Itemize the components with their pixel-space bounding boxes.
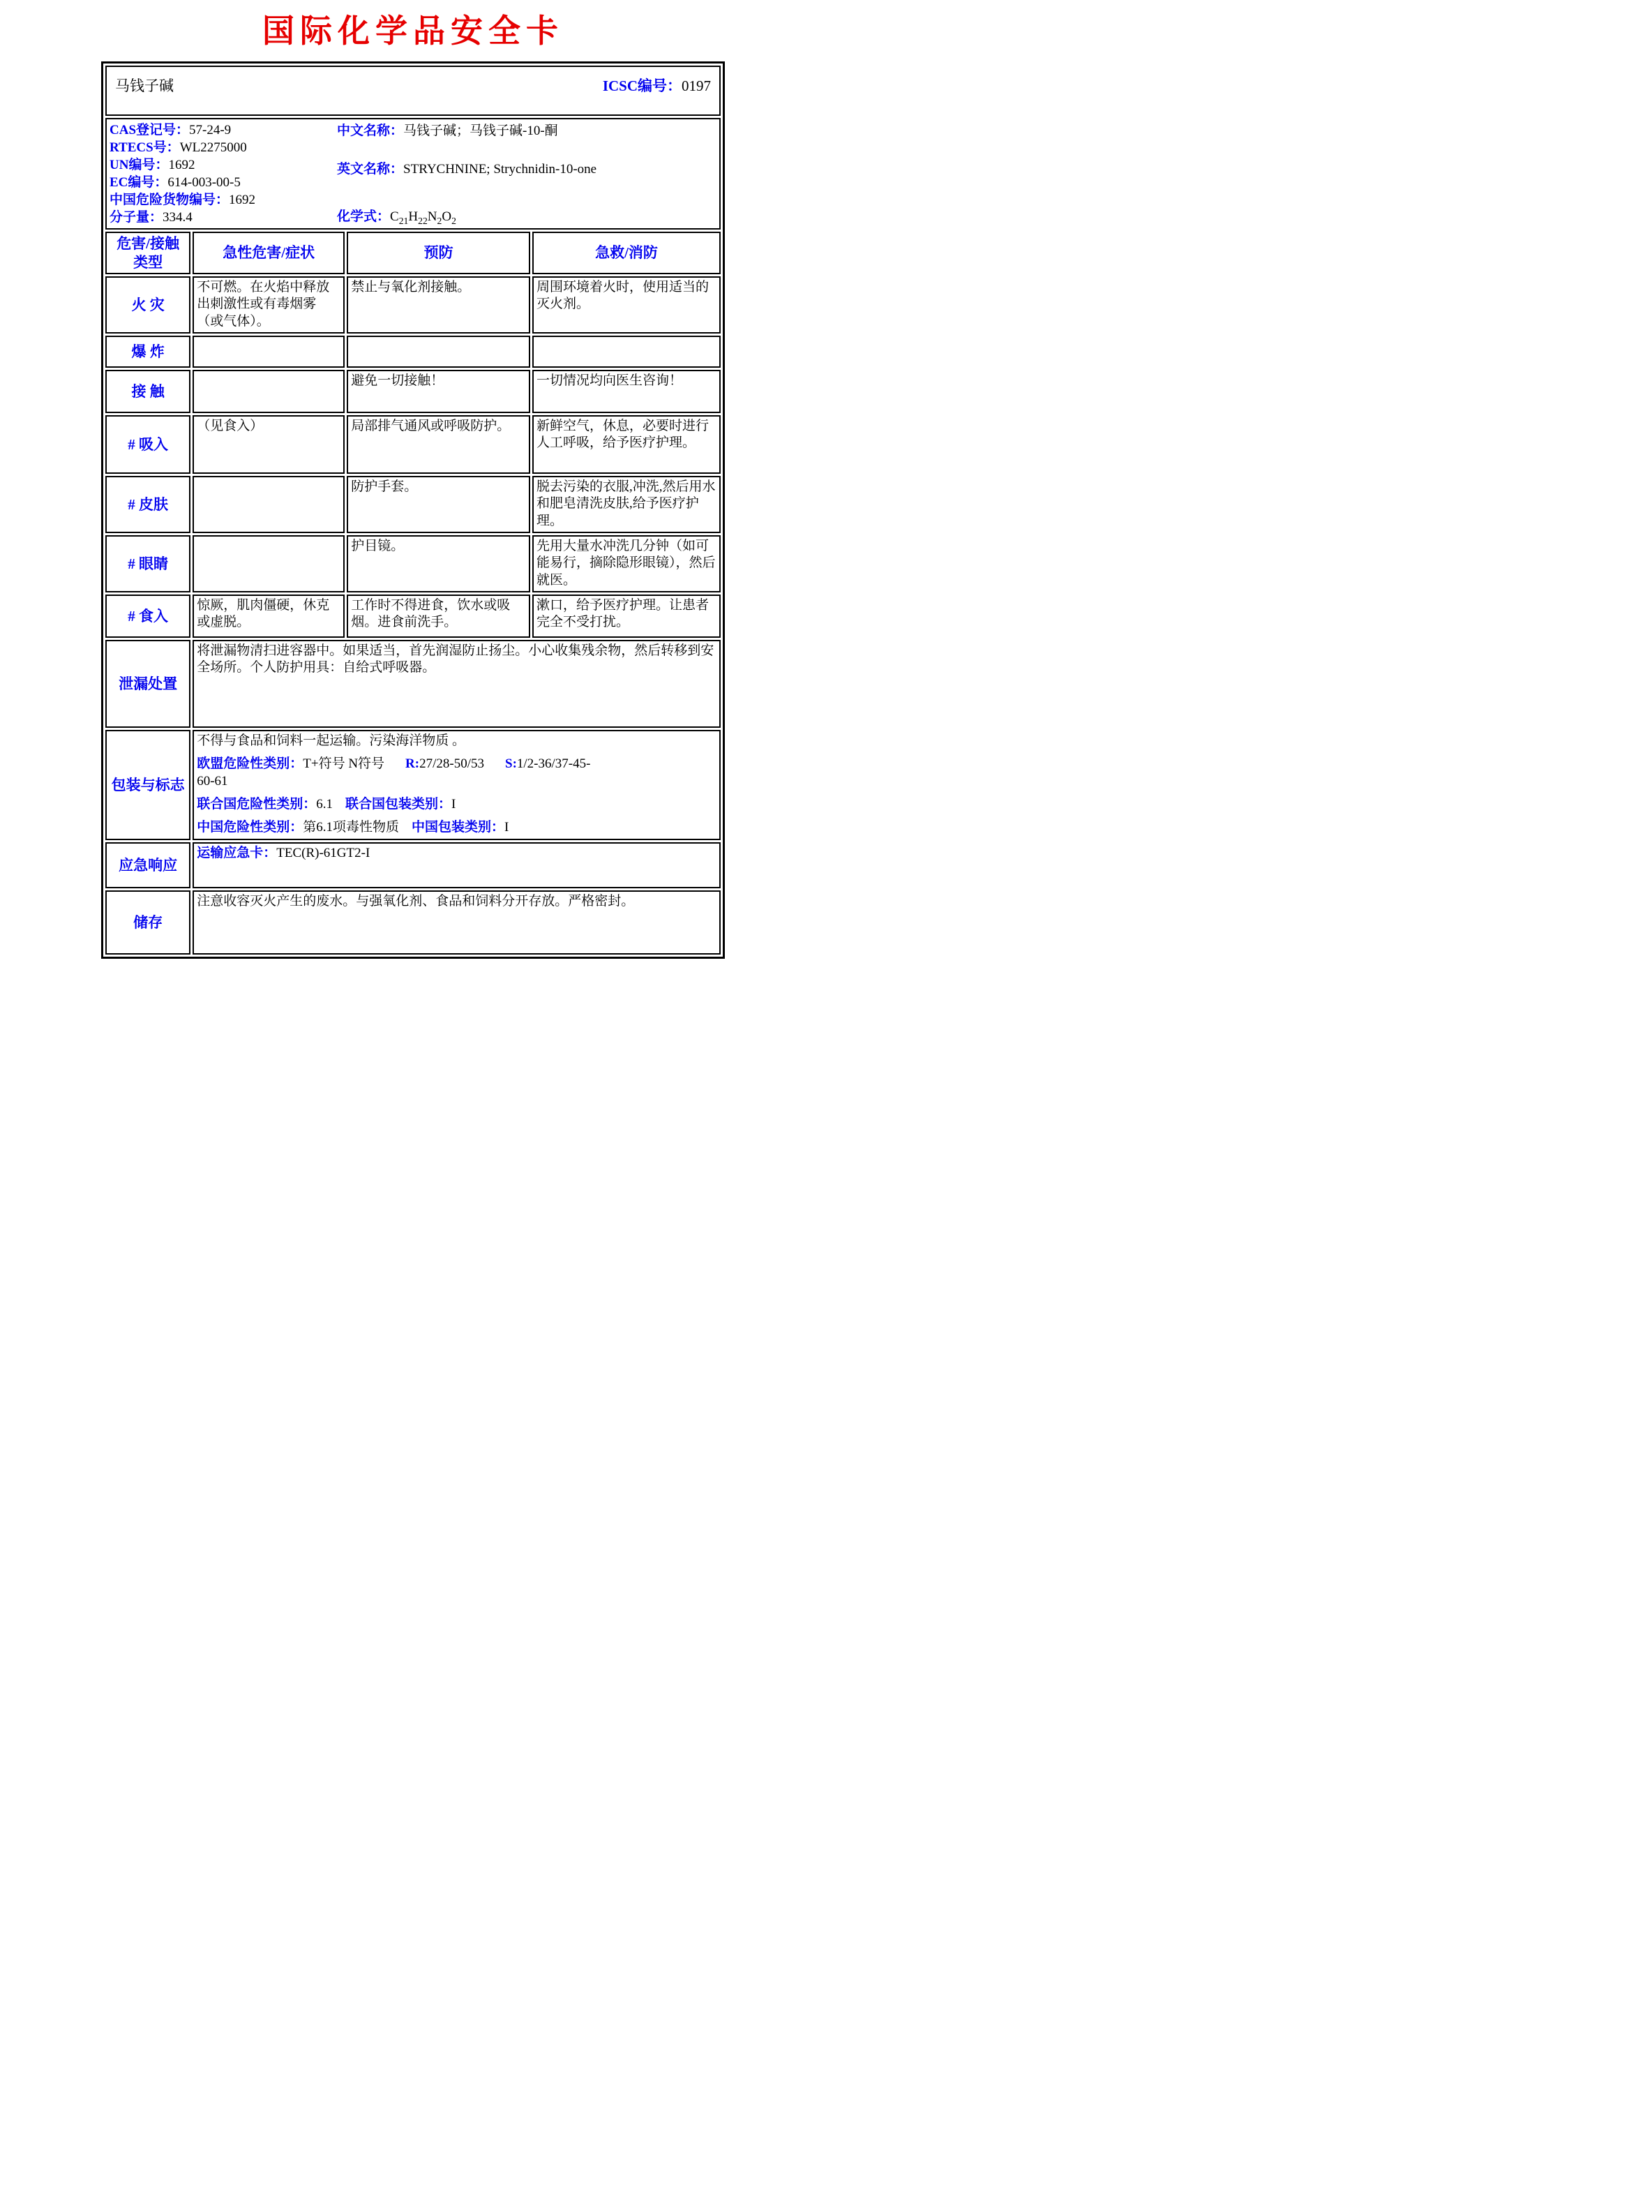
contact-firstaid: 一切情况均向医生咨询！ — [532, 370, 721, 413]
transport-emergency-card-label: 运输应急卡： — [197, 846, 277, 861]
molecular-weight-line: 分子量：334.4 — [110, 210, 193, 225]
explosion-symptoms — [193, 336, 345, 368]
row-label-contact: 接 触 — [105, 370, 190, 413]
inhalation-prevention: 局部排气通风或呼吸防护。 — [347, 415, 530, 474]
row-label-storage: 储存 — [105, 890, 190, 955]
identifiers-cell — [105, 118, 721, 230]
skin-symptoms — [193, 476, 345, 533]
icsc-number-label: ICSC编号： — [602, 77, 682, 94]
transport-emergency-card-value: TEC(R)-61GT2-I — [276, 846, 370, 861]
substance-name: 马钱子碱 — [115, 77, 174, 94]
chemical-formula: $C_{21}H_{22}N_2O_2$ — [390, 209, 456, 226]
icsc-number-value: 0197 — [682, 77, 711, 94]
row-label-packaging: 包装与标志 — [105, 730, 190, 840]
emergency-response-content — [193, 842, 721, 888]
column-header-hazard-type: 危害/接触 类型 — [105, 232, 190, 274]
inhalation-firstaid: 新鲜空气，休息，必要时进行人工呼吸，给予医疗护理。 — [532, 415, 721, 474]
fire-prevention: 禁止与氧化剂接触。 — [347, 276, 530, 334]
row-label-spill-disposal: 泄漏处置 — [105, 640, 190, 728]
column-header-symptoms: 急性危害/症状 — [193, 232, 345, 274]
icsc-number — [603, 77, 711, 96]
row-label-fire: 火 灾 — [105, 276, 190, 334]
eyes-firstaid: 先用大量水冲洗几分钟（如可能易行，摘除隐形眼镜），然后就医。 — [532, 535, 721, 592]
ingestion-firstaid: 漱口，给予医疗护理。让患者完全不受打扰。 — [532, 595, 721, 638]
chemical-formula-line: 化学式：$C_{21}H_{22}N_2O_2$ — [337, 209, 456, 226]
fire-symptoms: 不可燃。在火焰中释放出刺激性或有毒烟雾（或气体）。 — [193, 276, 345, 334]
column-header-prevention: 预防 — [347, 232, 530, 274]
contact-prevention: 避免一切接触！ — [347, 370, 530, 413]
ingestion-prevention: 工作时不得进食，饮水或吸烟。进食前洗手。 — [347, 595, 530, 638]
chinese-name-line: 中文名称：马钱子碱；马钱子碱-10-酮 — [337, 124, 558, 138]
contact-symptoms — [193, 370, 345, 413]
rtecs-number-line: RTECS号：WL2275000 — [110, 140, 247, 155]
row-label-explosion: 爆 炸 — [105, 336, 190, 368]
row-label-skin: # 皮肤 — [105, 476, 190, 533]
cas-number-line: CAS登记号：57-24-9 — [110, 123, 232, 137]
packaging-transport-note: 不得与食品和饲料一起运输。污染海洋物质 。 — [197, 733, 465, 749]
ingestion-symptoms: 惊厥，肌肉僵硬，休克或虚脱。 — [193, 595, 345, 638]
storage-text: 注意收容灭火产生的废水。与强氧化剂、食品和饲料分开存放。严格密封。 — [193, 890, 721, 955]
name-header-cell — [105, 66, 721, 116]
column-header-firstaid: 急救/消防 — [532, 232, 721, 274]
spill-disposal-text: 将泄漏物清扫进容器中。如果适当，首先润湿防止扬尘。小心收集残余物，然后转移到安全场所。个人防护用具：自给式呼吸器。 — [193, 640, 721, 728]
ec-number-line: EC编号：614-003-00-5 — [110, 175, 241, 190]
packaging-s-continuation: 60-61 — [197, 773, 228, 789]
row-label-emergency-response: 应急响应 — [105, 842, 190, 888]
packaging-un-classification: 联合国危险性类别：6.1 联合国包装类别：I — [197, 796, 456, 812]
english-name-line: 英文名称：STRYCHNINE; Strychnidin-10-one — [337, 162, 597, 177]
icsc-card-table — [101, 61, 725, 959]
fire-firstaid: 周围环境着火时，使用适当的灭火剂。 — [532, 276, 721, 334]
explosion-firstaid — [532, 336, 721, 368]
eyes-symptoms — [193, 535, 345, 592]
row-label-inhalation: # 吸入 — [105, 415, 190, 474]
eyes-prevention: 护目镜。 — [347, 535, 530, 592]
packaging-china-classification: 中国危险性类别：第6.1项毒性物质 中国包装类别：I — [197, 819, 509, 835]
un-number-line: UN编号：1692 — [110, 158, 195, 172]
row-label-eyes: # 眼睛 — [105, 535, 190, 592]
china-dg-number-line: 中国危险货物编号：1692 — [110, 193, 256, 207]
row-label-ingestion: # 食入 — [105, 595, 190, 638]
inhalation-symptoms: （见食入） — [193, 415, 345, 474]
explosion-prevention — [347, 336, 530, 368]
skin-firstaid: 脱去污染的衣服,冲洗,然后用水和肥皂清洗皮肤,给予医疗护理。 — [532, 476, 721, 533]
page-title: 国际化学品安全卡 — [262, 13, 564, 49]
skin-prevention: 防护手套。 — [347, 476, 530, 533]
packaging-content — [193, 730, 721, 840]
packaging-eu-classification: 欧盟危险性类别：T+符号 N符号 R:27/28-50/53 S:1/2-36/37-45- 60-61 — [197, 756, 591, 789]
